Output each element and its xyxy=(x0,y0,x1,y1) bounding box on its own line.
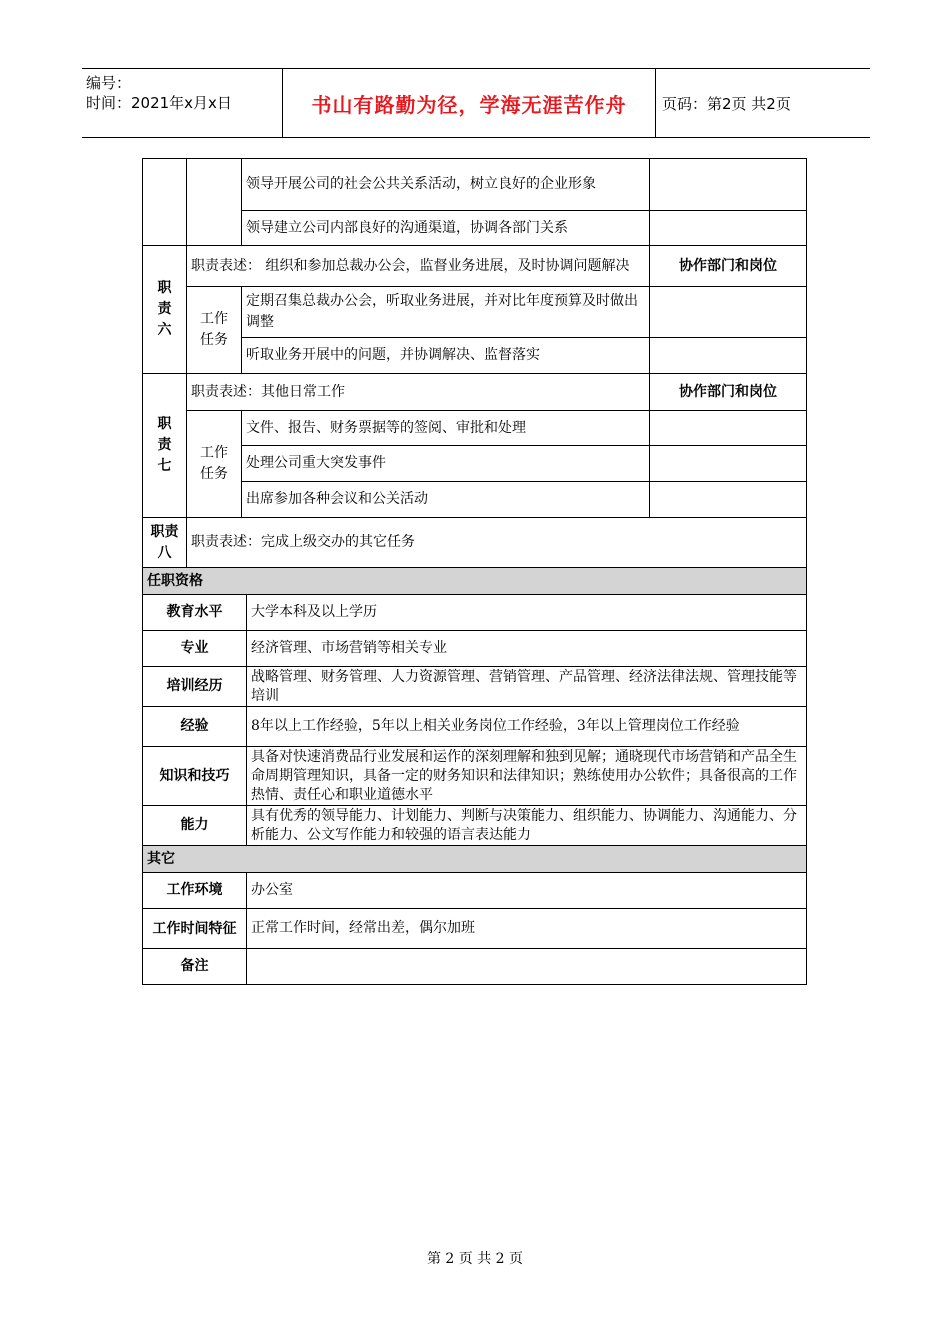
table-row xyxy=(143,846,807,873)
header-motto: 书山有路勤为径，学海无涯苦作舟 xyxy=(282,69,656,137)
table-row xyxy=(143,159,807,211)
document-date: 时间：2021年x月x日 xyxy=(86,94,232,112)
table-row xyxy=(143,909,807,949)
other-value xyxy=(247,949,807,985)
duty-6-task-label: 工作 任务 xyxy=(187,287,242,374)
other-value: 办公室 xyxy=(247,873,807,909)
task-label-cell xyxy=(187,159,242,246)
table-row xyxy=(143,446,807,482)
task-cell: 处理公司重大突发事件 xyxy=(242,446,650,482)
task-cell: 领导建立公司内部良好的沟通渠道，协调各部门关系 xyxy=(242,211,650,246)
page-footer: 第 2 页 共 2 页 xyxy=(426,1251,524,1267)
page-header xyxy=(82,68,870,138)
table-row xyxy=(143,595,807,631)
table-row xyxy=(143,568,807,595)
qualification-value: 经济管理、市场营销等相关专业 xyxy=(247,631,807,667)
collab-cell xyxy=(650,482,807,518)
task-cell: 出席参加各种会议和公关活动 xyxy=(242,482,650,518)
qualification-label: 教育水平 xyxy=(143,595,247,631)
qualification-label: 能力 xyxy=(143,806,247,846)
qualification-label: 培训经历 xyxy=(143,667,247,707)
other-label: 工作时间特征 xyxy=(143,909,247,949)
qualification-label: 知识和技巧 xyxy=(143,747,247,806)
duty-8-label: 职责 八 xyxy=(143,518,187,568)
document-number: 编号： xyxy=(86,74,132,92)
job-description-table xyxy=(142,158,807,985)
other-section-title: 其它 xyxy=(143,846,807,873)
other-value: 正常工作时间，经常出差，偶尔加班 xyxy=(247,909,807,949)
qualification-label: 专业 xyxy=(143,631,247,667)
duty-6-label: 职 责 六 xyxy=(143,246,187,374)
table-row xyxy=(143,411,807,446)
table-row xyxy=(143,873,807,909)
table-row xyxy=(143,246,807,287)
collab-cell xyxy=(650,159,807,211)
header-meta xyxy=(82,69,282,137)
other-label: 工作环境 xyxy=(143,873,247,909)
other-label: 备注 xyxy=(143,949,247,985)
table-row xyxy=(143,667,807,707)
table-row xyxy=(143,631,807,667)
task-cell: 定期召集总裁办公会，听取业务进展，并对比年度预算及时做出调整 xyxy=(242,287,650,338)
task-cell: 听取业务开展中的问题，并协调解决、监督落实 xyxy=(242,338,650,374)
duty-label-cell xyxy=(143,159,187,246)
table-row xyxy=(143,287,807,338)
table-row xyxy=(143,747,807,806)
table-row xyxy=(143,707,807,747)
qualification-label: 经验 xyxy=(143,707,247,747)
table-row xyxy=(143,949,807,985)
qualification-value: 具备对快速消费品行业发展和运作的深刻理解和独到见解；通晓现代市场营销和产品全生命周期管理知识，具备一定的财务知识和法律知识；熟练使用办公软件；具备很高的工作热情、责任心和职业道德水平 xyxy=(247,747,807,806)
duty-6-collab-header: 协作部门和岗位 xyxy=(650,246,807,287)
duty-7-collab-header: 协作部门和岗位 xyxy=(650,374,807,411)
table-row xyxy=(143,374,807,411)
qualification-value: 8年以上工作经验，5年以上相关业务岗位工作经验，3年以上管理岗位工作经验 xyxy=(247,707,807,747)
duty-6-statement: 职责表述： 组织和参加总裁办公会，监督业务进展，及时协调问题解决 xyxy=(187,246,650,287)
collab-cell xyxy=(650,446,807,482)
task-cell: 文件、报告、财务票据等的签阅、审批和处理 xyxy=(242,411,650,446)
table-row xyxy=(143,518,807,568)
collab-cell xyxy=(650,338,807,374)
table-row xyxy=(143,211,807,246)
qualification-value: 大学本科及以上学历 xyxy=(247,595,807,631)
table-row xyxy=(143,482,807,518)
qualifications-section-title: 任职资格 xyxy=(143,568,807,595)
collab-cell xyxy=(650,411,807,446)
duty-8-statement: 职责表述：完成上级交办的其它任务 xyxy=(187,518,807,568)
duty-7-statement: 职责表述：其他日常工作 xyxy=(187,374,650,411)
collab-cell xyxy=(650,211,807,246)
header-page-info: 页码：第2页 共2页 xyxy=(662,94,791,113)
qualification-value: 具有优秀的领导能力、计划能力、判断与决策能力、组织能力、协调能力、沟通能力、分析能力、公文写作能力和较强的语言表达能力 xyxy=(247,806,807,846)
duty-7-task-label: 工作 任务 xyxy=(187,411,242,518)
qualification-value: 战略管理、财务管理、人力资源管理、营销管理、产品管理、经济法律法规、管理技能等培训 xyxy=(247,667,807,707)
table-row xyxy=(143,338,807,374)
collab-cell xyxy=(650,287,807,338)
table-row xyxy=(143,806,807,846)
task-cell: 领导开展公司的社会公共关系活动，树立良好的企业形象 xyxy=(242,159,650,211)
duty-7-label: 职 责 七 xyxy=(143,374,187,518)
